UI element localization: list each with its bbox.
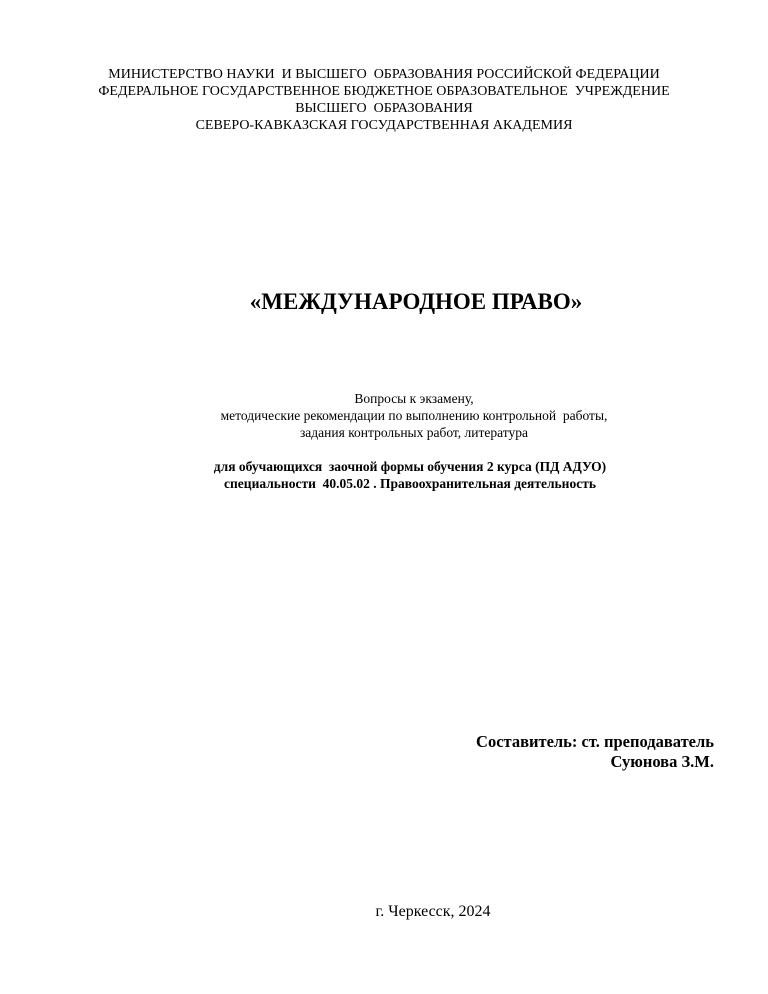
document-title: «МЕЖДУНАРОДНОЕ ПРАВО» bbox=[249, 289, 583, 314]
header-line-education-level: ВЫСШЕГО ОБРАЗОВАНИЯ bbox=[295, 101, 473, 116]
audience-line: для обучающихся заочной формы обучения 2 курса (ПД АДУО) bbox=[213, 459, 607, 474]
header-line-institution-type: ФЕДЕРАЛЬНОЕ ГОСУДАРСТВЕННОЕ БЮДЖЕТНОЕ ОБРАЗОВАТЕЛЬНОЕ УЧРЕЖДЕНИЕ bbox=[98, 84, 670, 99]
subtitle-line: методические рекомендации по выполнению контрольной работы, bbox=[220, 408, 608, 423]
subtitle-line: задания контрольных работ, литература bbox=[299, 425, 529, 440]
audience-line: специальности 40.05.02 . Правоохранительная деятельность bbox=[224, 476, 596, 491]
document-subtitle bbox=[0, 390, 768, 441]
subtitle-line: Вопросы к экзамену, bbox=[354, 391, 474, 406]
compiler-role: Составитель: ст. преподаватель bbox=[476, 732, 714, 751]
city-year: г. Черкесск, 2024 bbox=[375, 903, 491, 920]
header-line-ministry: МИНИСТЕРСТВО НАУКИ И ВЫСШЕГО ОБРАЗОВАНИЯ РОССИЙСКОЙ ФЕДЕРАЦИИ bbox=[108, 67, 660, 82]
compiler-block bbox=[476, 732, 714, 772]
header-line-academy-name: СЕВЕРО-КАВКАЗСКАЯ ГОСУДАРСТВЕННАЯ АКАДЕМИЯ bbox=[195, 118, 573, 133]
compiler-name: Суюнова З.М. bbox=[610, 752, 714, 771]
target-audience bbox=[0, 458, 768, 492]
institution-header bbox=[0, 66, 768, 134]
